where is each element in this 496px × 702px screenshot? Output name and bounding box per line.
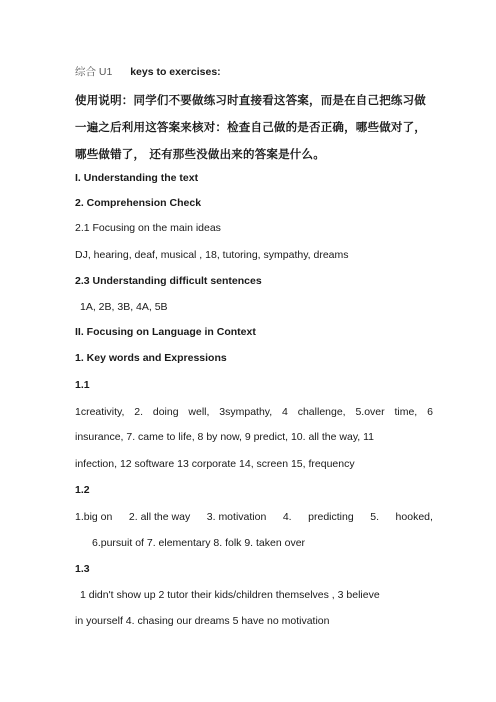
answer-token: time,: [394, 406, 418, 418]
answers-1-1-line-3: infection, 12 software 13 corporate 14, screen 15, frequency: [75, 458, 355, 470]
section-understanding-text: I. Understanding the text: [75, 172, 199, 184]
heading-comprehension-check: 2. Comprehension Check: [75, 197, 202, 209]
answers-main-ideas: DJ, hearing, deaf, musical , 18, tutoring, sympathy, dreams: [75, 249, 349, 261]
heading-1-1: 1.1: [75, 379, 90, 391]
answers-1-3-line-2: in yourself 4. chasing our dreams 5 have no motivation: [75, 615, 330, 627]
answer-token: predicting: [308, 511, 354, 523]
answer-token: 3sympathy,: [219, 406, 273, 418]
answer-token: 1.big on: [75, 511, 113, 523]
answer-token: 5.over: [355, 406, 385, 418]
title-main: keys to exercises:: [130, 66, 221, 78]
doc-title: [75, 66, 221, 79]
heading-main-ideas: 2.1 Focusing on the main ideas: [75, 222, 221, 234]
heading-1-2: 1.2: [75, 484, 90, 496]
section-language-in-context: II. Focusing on Language in Context: [75, 326, 256, 338]
notice-line-1: 使用说明：同学们不要做练习时直接看这答案，而是在自己把练习做: [75, 93, 426, 107]
answer-token: 2. all the way: [128, 511, 191, 523]
heading-key-words: 1. Key words and Expressions: [75, 352, 227, 364]
answer-token: 4.: [282, 511, 292, 523]
answer-token: 6: [427, 406, 433, 418]
answer-token: 2.: [134, 406, 144, 418]
answer-token: 3. motivation: [206, 511, 267, 523]
answer-token: 1creativity,: [75, 406, 125, 418]
notice-line-3: 哪些做错了， 还有那些没做出来的答案是什么。: [75, 147, 325, 161]
answer-token: doing: [152, 406, 179, 418]
notice-line-2: 一遍之后利用这答案来核对：检查自己做的是否正确，哪些做对了，: [75, 120, 426, 134]
answers-1-1-line-2: insurance, 7. came to life, 8 by now, 9 predict, 10. all the way, 11: [75, 431, 375, 443]
answer-token: well,: [188, 406, 210, 418]
heading-1-3: 1.3: [75, 563, 90, 575]
answer-token: 4: [282, 406, 288, 418]
answers-1-3-line-1: 1 didn't show up 2 tutor their kids/children themselves , 3 believe: [80, 589, 380, 601]
answer-token: 5.: [370, 511, 379, 523]
answer-token: challenge,: [297, 406, 346, 418]
answers-difficult-sentences: 1A, 2B, 3B, 4A, 5B: [80, 301, 168, 313]
answers-1-2-line-1: [75, 511, 433, 524]
title-prefix: 综合 U1: [75, 66, 113, 78]
answers-1-1-line-1: [75, 406, 433, 419]
answers-1-2-line-2: 6.pursuit of 7. elementary 8. folk 9. taken over: [92, 537, 306, 549]
heading-difficult-sentences: 2.3 Understanding difficult sentences: [75, 275, 262, 287]
answer-token: hooked,: [395, 511, 433, 523]
